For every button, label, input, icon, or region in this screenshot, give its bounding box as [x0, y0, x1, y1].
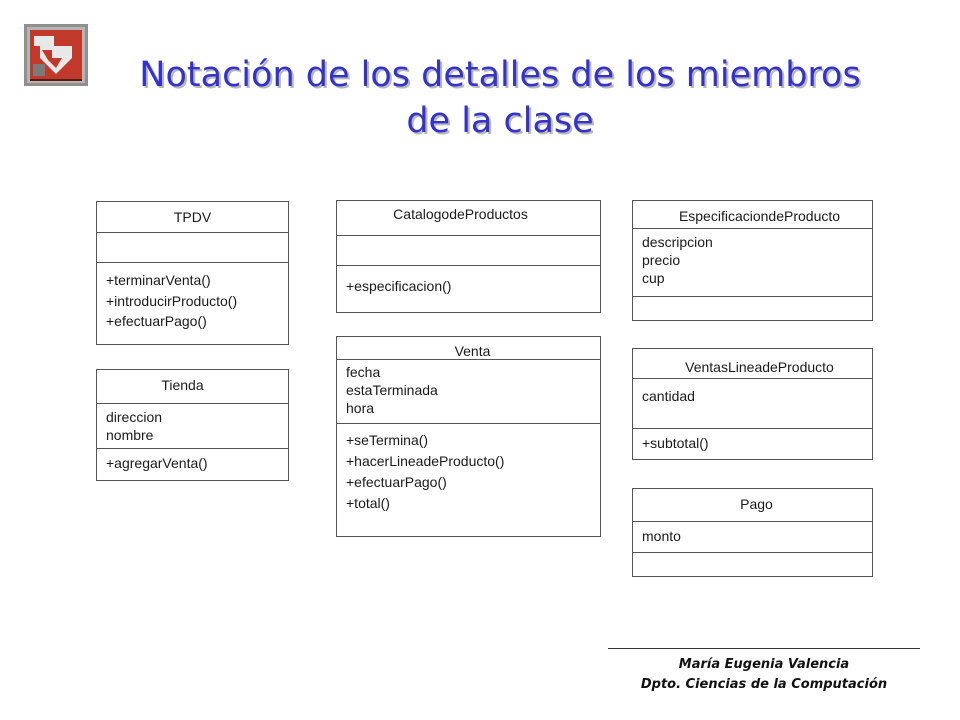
footer-divider	[608, 648, 920, 649]
operation-item: +hacerLineadeProducto()	[346, 453, 505, 469]
class-name: Venta	[337, 337, 600, 360]
title-line-2: de la clase	[406, 101, 594, 141]
class-attributes	[337, 236, 600, 266]
attribute-item: descripcion	[642, 234, 713, 250]
class-operations	[633, 297, 872, 320]
class-attributes	[337, 360, 600, 424]
operation-item: +terminarVenta()	[106, 272, 211, 288]
attribute-item: cup	[642, 270, 665, 286]
class-attributes	[97, 233, 288, 263]
operation-item: +seTermina()	[346, 432, 429, 448]
class-name: EspecificaciondeProducto	[633, 201, 872, 229]
class-venta	[336, 336, 601, 537]
attribute-item: cantidad	[642, 388, 695, 404]
title-line-1: Notación de los detalles de los miembros	[139, 55, 861, 95]
operation-item: +total()	[346, 495, 390, 511]
class-operations	[633, 429, 872, 459]
attribute-item: nombre	[106, 427, 154, 443]
slide-title	[80, 52, 920, 144]
attribute-item: hora	[346, 400, 375, 416]
class-name: CatalogodeProductos	[337, 201, 600, 236]
class-pago	[632, 488, 873, 577]
attribute-item: estaTerminada	[346, 382, 438, 398]
class-name: TPDV	[97, 202, 288, 233]
attribute-item: fecha	[346, 364, 381, 380]
class-ventaslineadeproducto	[632, 348, 873, 460]
class-operations	[337, 424, 600, 536]
attribute-item: direccion	[106, 409, 163, 425]
operation-item: +introducirProducto()	[106, 293, 238, 309]
class-name: VentasLineadeProducto	[633, 349, 872, 379]
class-attributes	[633, 229, 872, 297]
footer-author: María Eugenia Valencia	[678, 657, 850, 672]
operation-item: +especificacion()	[346, 278, 452, 294]
operation-item: +subtotal()	[642, 435, 709, 451]
class-attributes	[97, 404, 288, 449]
class-name: Tienda	[97, 370, 288, 404]
attribute-item: precio	[642, 252, 681, 268]
operation-item: +agregarVenta()	[106, 455, 208, 471]
class-especificaciondeproducto	[632, 200, 873, 321]
operation-item: +efectuarPago()	[106, 313, 207, 329]
attribute-item: monto	[642, 528, 681, 544]
faculty-logo-icon	[24, 24, 88, 86]
class-attributes	[633, 522, 872, 553]
class-operations	[97, 263, 288, 344]
class-name: Pago	[633, 489, 872, 522]
class-attributes	[633, 379, 872, 429]
class-operations	[633, 553, 872, 576]
class-tienda	[96, 369, 289, 481]
operation-item: +efectuarPago()	[346, 474, 447, 490]
class-operations	[337, 266, 600, 312]
footer-department: Dpto. Ciencias de la Computación	[640, 677, 888, 692]
class-catalogodeproductos	[336, 200, 601, 313]
footer	[608, 655, 920, 695]
class-tpdv	[96, 201, 289, 345]
class-operations	[97, 449, 288, 480]
